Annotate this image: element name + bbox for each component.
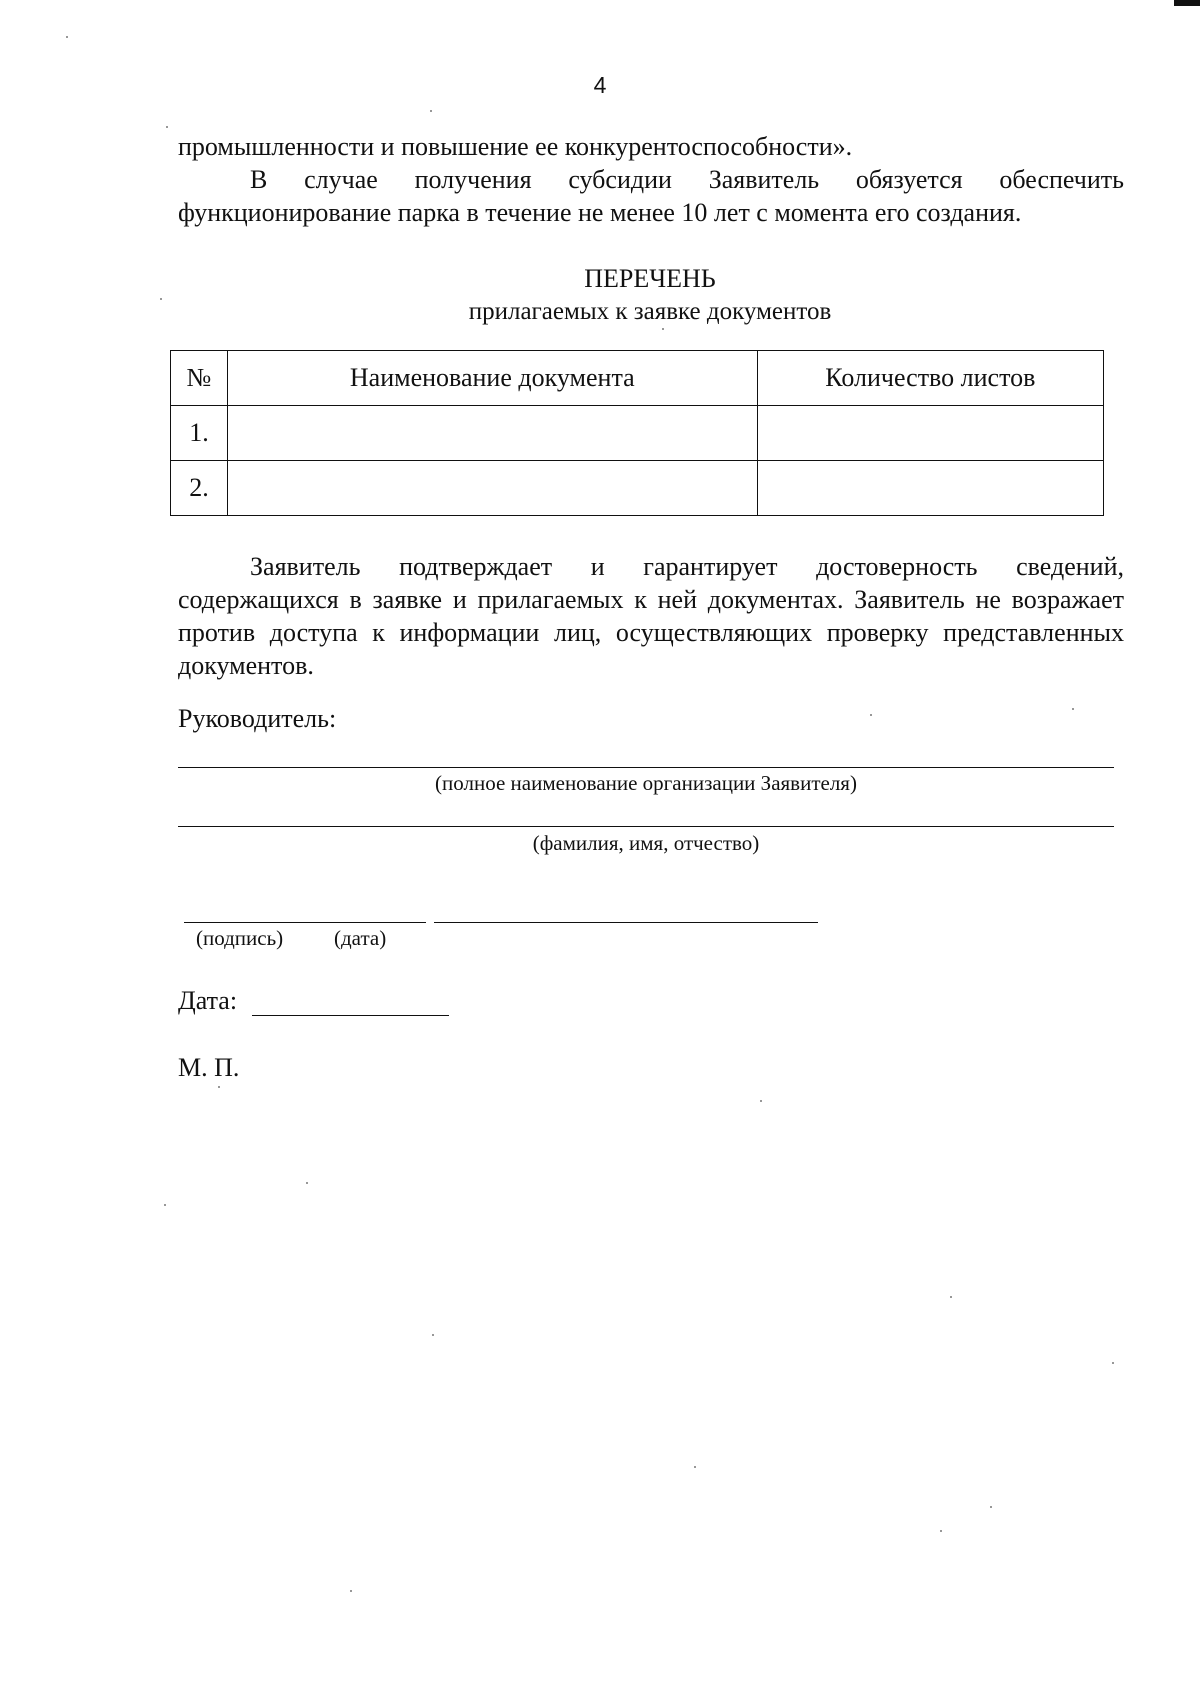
signature-line xyxy=(184,922,426,923)
fio-caption: (фамилия, имя, отчество) xyxy=(532,831,760,855)
scan-speck xyxy=(306,1182,308,1184)
signature-caption: (подпись) xyxy=(196,926,284,950)
scan-speck xyxy=(432,1334,434,1336)
stamp-place-label: М. П. xyxy=(178,1053,240,1082)
row-document-name xyxy=(227,461,757,516)
scan-speck xyxy=(1072,708,1074,710)
scan-speck xyxy=(160,298,162,300)
header-number: № xyxy=(171,351,228,406)
scan-speck xyxy=(760,1100,762,1102)
header-document-name: Наименование документа xyxy=(227,351,757,406)
org-name-caption: (полное наименование организации Заявителя) xyxy=(435,771,857,795)
paragraph-continuation: промышленности и повышение ее конкурентоспособности». xyxy=(178,132,853,161)
scan-speck xyxy=(1112,1362,1114,1364)
head-label: Руководитель: xyxy=(178,704,337,733)
row-number: 1. xyxy=(171,406,228,461)
paragraph-confirmation: Заявитель подтверждает и гарантирует достоверность сведений, содержащихся в заявке и прилагаемых к ней документах. Заявитель не возражает против доступа к информации лиц, осуществляющих проверку представленных документов. xyxy=(178,552,1124,680)
scan-speck xyxy=(166,126,168,128)
scan-speck xyxy=(662,328,664,330)
row-sheet-count xyxy=(757,406,1103,461)
scan-corner-mark xyxy=(1174,0,1200,6)
section-subtitle: прилагаемых к заявке документов xyxy=(468,298,832,325)
signature-date-line xyxy=(434,922,818,923)
scan-speck xyxy=(870,714,872,716)
row-sheet-count xyxy=(757,461,1103,516)
scan-speck xyxy=(66,36,68,38)
org-name-line xyxy=(178,767,1114,768)
date-label: Дата: xyxy=(178,986,238,1015)
date-caption: (дата) xyxy=(334,926,387,950)
date-line xyxy=(252,1015,449,1016)
row-number: 2. xyxy=(171,461,228,516)
paragraph-obligation: В случае получения субсидии Заявитель обязуется обеспечить функционирование парка в течение не менее 10 лет с момента его создания. xyxy=(178,165,1124,227)
page-number: 4 xyxy=(593,72,607,98)
scan-speck xyxy=(940,1530,942,1532)
scan-speck xyxy=(950,1296,952,1298)
scan-speck xyxy=(350,1590,352,1592)
scan-speck xyxy=(694,1466,696,1468)
table-row xyxy=(171,461,1104,516)
scan-speck xyxy=(164,1204,166,1206)
scan-speck xyxy=(430,110,432,112)
scan-speck xyxy=(990,1506,992,1508)
table-row xyxy=(171,406,1104,461)
table-header-row xyxy=(171,351,1104,406)
section-title: ПЕРЕЧЕНЬ xyxy=(584,264,716,293)
fio-line xyxy=(178,826,1114,827)
header-sheet-count: Количество листов xyxy=(757,351,1103,406)
documents-table xyxy=(170,350,1104,516)
scan-speck xyxy=(218,1086,220,1088)
row-document-name xyxy=(227,406,757,461)
